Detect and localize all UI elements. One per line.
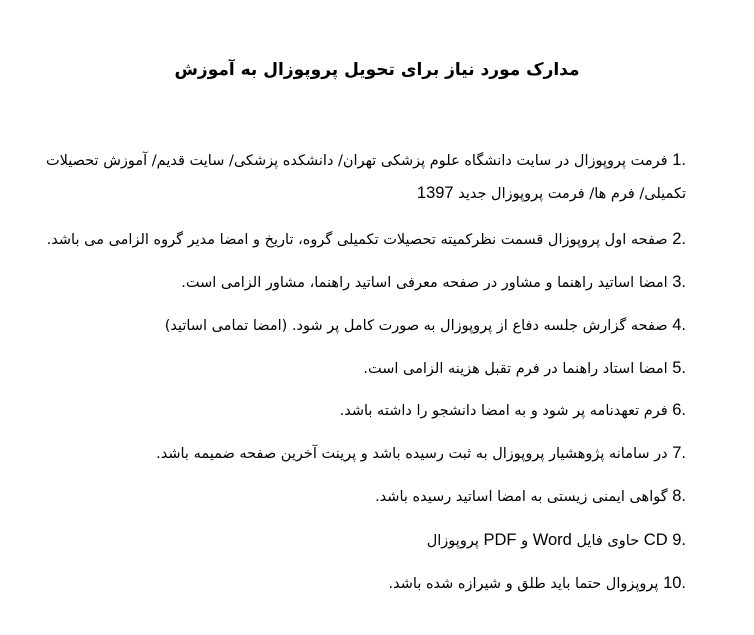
item-word-format: Word [532,531,572,549]
item-pdf-format: PDF [483,531,517,549]
item-tail: پروپوزال [426,533,479,549]
list-item-9 [40,526,686,555]
item-number: 9. [672,531,686,549]
item-text: پروپزوال حتما باید طلق و شیرازه شده باشد. [388,576,659,592]
list-item-6 [40,396,686,425]
list-item-8 [40,482,686,511]
item-text: فرم تعهدنامه پر شود و به امضا دانشجو را داشته باشد. [339,403,668,419]
item-number: 4. [672,316,686,334]
item-number: 1. [672,151,686,169]
item-number: 10. [663,574,686,592]
list-item-10 [40,569,686,598]
item-text: امضا اساتید راهنما و مشاور در صفحه معرفی اساتید راهنما، مشاور الزامی است. [181,275,668,291]
list-item-1-continued [40,179,686,208]
item-text: فرمت پروپوزال در سایت دانشگاه علوم پزشکی تهران/ دانشکده پزشکی/ سایت قدیم/ آموزش تحصیلات [45,153,668,169]
item-conj: و [521,533,529,549]
list-item-5 [40,354,686,383]
item-number: 3. [672,273,686,291]
item-number: 6. [672,401,686,419]
list-item-4 [40,311,686,340]
item-number: 5. [672,359,686,377]
item-number: 8. [672,487,686,505]
item-text: تکمیلی/ فرم ها/ فرمت پروپوزال جدید [458,186,686,202]
item-cd: CD [643,531,668,549]
item-text: امضا استاد راهنما در فرم تقبل هزینه الزامی است. [363,361,668,377]
item-text: حاوی فایل [576,533,640,549]
item-number: 7. [672,444,686,462]
item-text: صفحه اول پروپوزال قسمت نظرکمیته تحصیلات تکمیلی گروه، تاریخ و امضا مدیر گروه الزامی می باشد. [46,232,668,248]
item-year: 1397 [416,184,454,202]
page-title: مدارک مورد نیاز برای تحویل پروپوزال به آموزش [174,60,580,80]
item-text: گواهی ایمنی زیستی به امضا اساتید رسیده باشد. [375,489,668,505]
list-item-1 [40,146,686,175]
list-item-3 [40,268,686,297]
item-number: 2. [672,230,686,248]
list-item-2 [40,225,686,254]
item-text: صفحه گزارش جلسه دفاع از پروپوزال به صورت کامل پر شود. (امضا تمامی اساتید) [164,318,668,334]
list-item-7 [40,439,686,468]
item-text: در سامانه پژوهشیار پروپوزال به ثبت رسیده باشد و پرینت آخرین صفحه ضمیمه باشد. [156,446,668,462]
